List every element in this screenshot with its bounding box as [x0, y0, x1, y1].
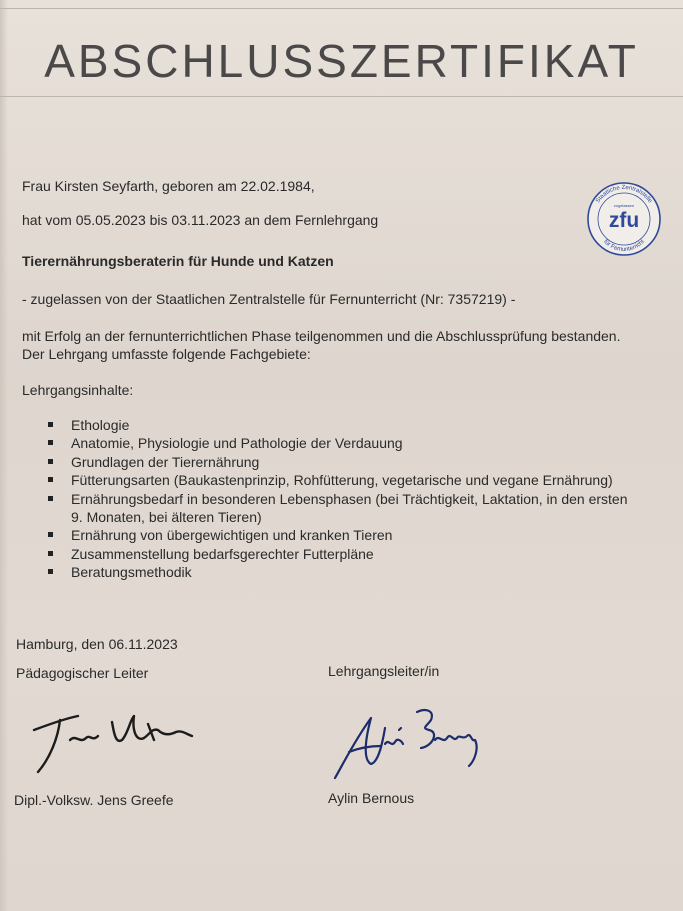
bullet-icon [48, 477, 53, 482]
sig-stroke [417, 710, 434, 748]
certificate-title: ABSCHLUSSZERTIFIKAT [44, 35, 639, 87]
sig-stroke [435, 735, 477, 766]
list-item-text: Zusammenstellung bedarfsgerechter Futterpläne [71, 545, 374, 562]
list-item [48, 416, 628, 434]
seal-ring-top-text: Staatliche Zentralstelle [595, 184, 653, 205]
bullet-icon [48, 551, 53, 556]
list-item [48, 490, 628, 527]
bullet-icon [48, 496, 53, 501]
period-line: hat vom 05.05.2023 bis 03.11.2023 an dem Fernlehrgang [22, 212, 379, 228]
sig-stroke [148, 724, 154, 740]
list-item-text: Ernährungsbedarf in besonderen Lebensphasen (bei Trächtigkeit, Laktation, in den ersten 9. Monaten, bei älteren Tieren) [71, 490, 628, 526]
recipient-line: Frau Kirsten Seyfarth, geboren am 22.02.1984, [22, 178, 315, 194]
sig-stroke [385, 740, 403, 744]
list-item-text: Anatomie, Physiologie und Pathologie der Verdauung [71, 435, 403, 452]
seal-ring-bottom-text: für Fernunterricht [602, 238, 646, 254]
left-signature [20, 700, 200, 780]
contents-heading: Lehrgangsinhalte: [22, 382, 134, 398]
bullet-icon [48, 532, 53, 537]
seal-small-text: zugelassen [613, 203, 635, 208]
approval-line: - zugelassen von der Staatlichen Zentralstelle für Fernunterricht (Nr: 7357219) - [22, 291, 516, 307]
right-signatory-name: Aylin Bernous [328, 790, 415, 806]
list-item [48, 526, 628, 544]
sig-stroke [70, 736, 98, 740]
list-item-text: Ernährung von übergewichtigen und kranken Tieren [71, 527, 393, 544]
list-item-text: Ethologie [71, 417, 130, 433]
contents-list [48, 416, 628, 582]
success-text: mit Erfolg an der fernunterrichtlichen Phase teilgenommen und die Abschlussprüfung bestanden. Der Lehrgang umfasste folgende Fachgebiete: [22, 328, 621, 362]
bullet-icon [48, 569, 53, 574]
zfu-seal [585, 180, 663, 258]
left-signatory-name: Dipl.-Volksw. Jens Greefe [14, 792, 174, 808]
bullet-icon [48, 459, 53, 464]
bullet-icon [48, 422, 53, 427]
list-item [48, 453, 628, 471]
right-signatory-role: Lehrgangsleiter/in [328, 663, 440, 679]
list-item [48, 563, 628, 581]
page-edge-shadow [0, 0, 8, 911]
sig-stroke [399, 728, 401, 730]
header-rule-top [0, 8, 683, 9]
list-item [48, 434, 628, 452]
right-signature [325, 700, 495, 790]
zfu-logo-text: zfu [608, 209, 640, 232]
bullet-icon [48, 440, 53, 445]
list-item-text: Fütterungsarten (Baukastenprinzip, Rohfütterung, vegetarische und vegane Ernährung) [71, 472, 613, 489]
list-item-text: Beratungsmethodik [71, 564, 192, 581]
place-date: Hamburg, den 06.11.2023 [16, 636, 178, 652]
header-rule-bottom [0, 96, 683, 97]
sig-stroke [34, 716, 78, 730]
list-item-text: Grundlagen der Tierernährung [71, 453, 260, 470]
left-signatory-role: Pädagogischer Leiter [16, 665, 149, 681]
list-item [48, 471, 628, 489]
course-name: Tierernährungsberaterin für Hunde und Katzen [22, 253, 334, 269]
list-item [48, 545, 628, 563]
